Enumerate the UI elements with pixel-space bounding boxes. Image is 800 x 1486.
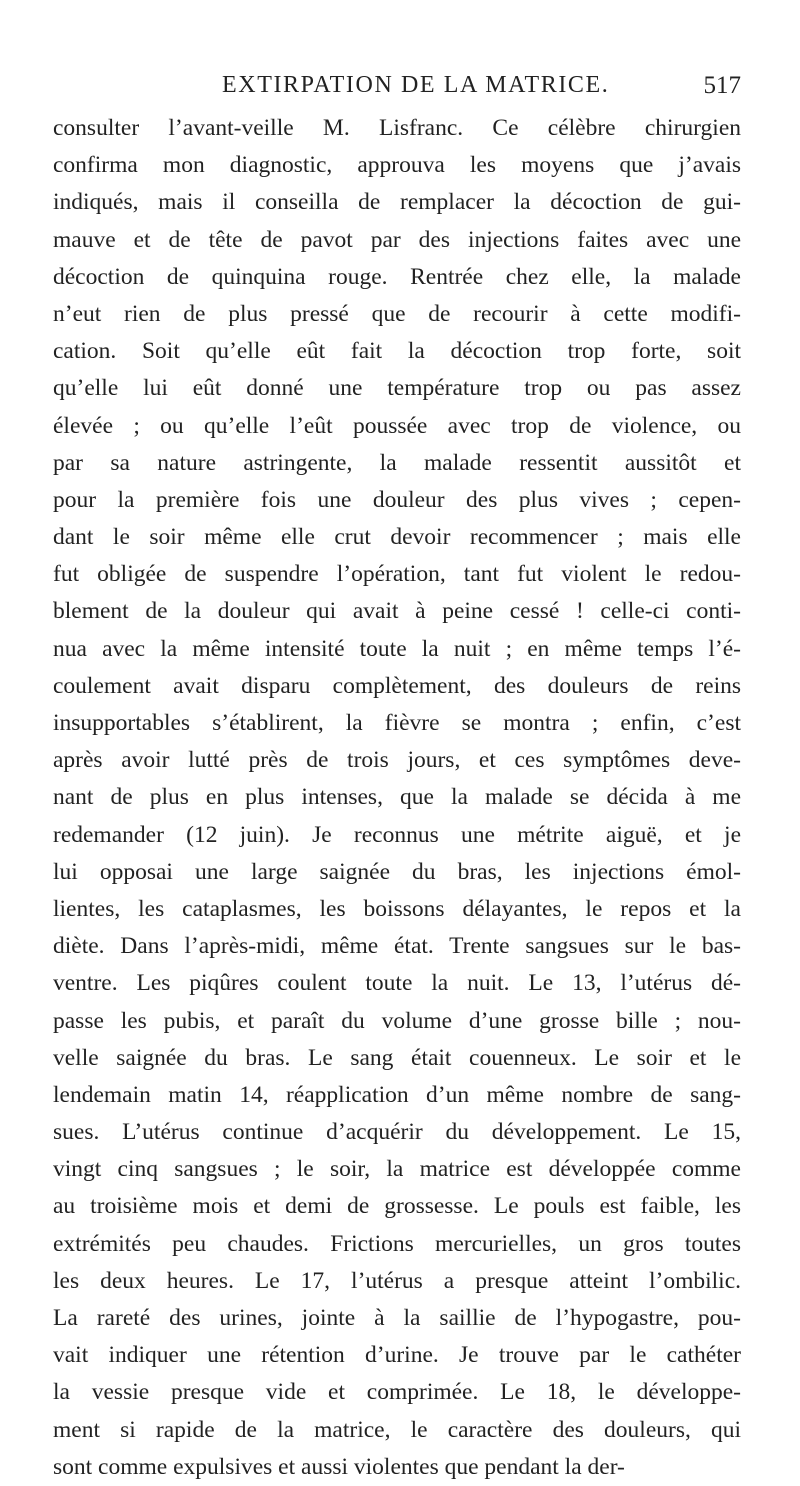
text-line: lendemain matin 14, réapplication d’un même nombre de sang-	[53, 1081, 741, 1108]
text-line: lientes, les cataplasmes, les boissons délayantes, le repos et la	[53, 895, 741, 922]
text-line: ment si rapide de la matrice, le caractère des douleurs, qui	[53, 1416, 741, 1443]
text-line: dant le soir même elle crut devoir recommencer ; mais elle	[53, 524, 741, 551]
text-line: mauve et de tête de pavot par des injections faites avec une	[53, 226, 741, 253]
page-number: 517	[703, 72, 741, 99]
text-line: les deux heures. Le 17, l’utérus a presque atteint l’ombilic.	[53, 1267, 741, 1294]
text-line: nua avec la même intensité toute la nuit ; en même temps l’é-	[53, 635, 741, 662]
text-line: vingt cinq sangsues ; le soir, la matrice est développée comme	[53, 1156, 741, 1183]
text-line: coulement avait disparu complètement, des douleurs de reins	[53, 672, 741, 699]
running-head	[222, 72, 741, 104]
text-line: indiqués, mais il conseilla de remplacer la décoction de gui-	[53, 189, 741, 216]
text-line: élevée ; ou qu’elle l’eût poussée avec trop de violence, ou	[53, 412, 741, 439]
text-line: insupportables s’établirent, la fièvre se montra ; enfin, c’est	[53, 710, 741, 736]
text-line: vait indiquer une rétention d’urine. Je trouve par le cathéter	[53, 1342, 741, 1369]
text-line: confirma mon diagnostic, approuva les moyens que j’avais	[53, 152, 741, 179]
text-line: consulter l’avant-veille M. Lisfranc. Ce célèbre chirurgien	[53, 115, 741, 141]
text-line: La rareté des urines, jointe à la saillie de l’hypogastre, pou-	[53, 1305, 741, 1331]
text-line: après avoir lutté près de trois jours, et ces symptômes deve-	[53, 747, 741, 774]
text-line: sont comme expulsives et aussi violentes que pendant la der-	[53, 1453, 625, 1480]
text-line: qu’elle lui eût donné une température trop ou pas assez	[53, 375, 741, 402]
text-line: pour la première fois une douleur des plus vives ; cepen-	[53, 486, 741, 513]
text-line: fut obligée de suspendre l’opération, tant fut violent le redou-	[53, 561, 741, 588]
text-line: passe les pubis, et paraît du volume d’une grosse bille ; nou-	[53, 1007, 741, 1034]
text-line: par sa nature astringente, la malade ressentit aussitôt et	[53, 449, 741, 476]
text-line: la vessie presque vide et comprimée. Le 18, le développe-	[53, 1379, 741, 1406]
text-line: décoction de quinquina rouge. Rentrée chez elle, la malade	[53, 263, 741, 290]
text-line: blement de la douleur qui avait à peine cessé ! celle-ci conti-	[53, 598, 741, 625]
text-line: extrémités peu chaudes. Frictions mercurielles, un gros toutes	[53, 1230, 741, 1257]
text-line: redemander (12 juin). Je reconnus une métrite aiguë, et je	[53, 821, 741, 848]
body-text	[53, 110, 741, 1486]
text-line: velle saignée du bras. Le sang était couenneux. Le soir et le	[53, 1044, 741, 1071]
text-line: sues. L’utérus continue d’acquérir du développement. Le 15,	[53, 1119, 741, 1146]
running-title: EXTIRPATION DE LA MATRICE.	[222, 72, 610, 98]
text-line: diète. Dans l’après-midi, même état. Trente sangsues sur le bas-	[53, 933, 741, 960]
text-line: nant de plus en plus intenses, que la malade se décida à me	[53, 784, 741, 811]
text-line: lui opposai une large saignée du bras, les injections émol-	[53, 858, 741, 885]
text-line: ventre. Les piqûres coulent toute la nuit. Le 13, l’utérus dé-	[53, 970, 741, 997]
text-line: cation. Soit qu’elle eût fait la décoction trop forte, soit	[53, 338, 741, 365]
text-line: au troisième mois et demi de grossesse. Le pouls est faible, les	[53, 1193, 741, 1220]
text-line: n’eut rien de plus pressé que de recourir à cette modifi-	[53, 300, 741, 327]
